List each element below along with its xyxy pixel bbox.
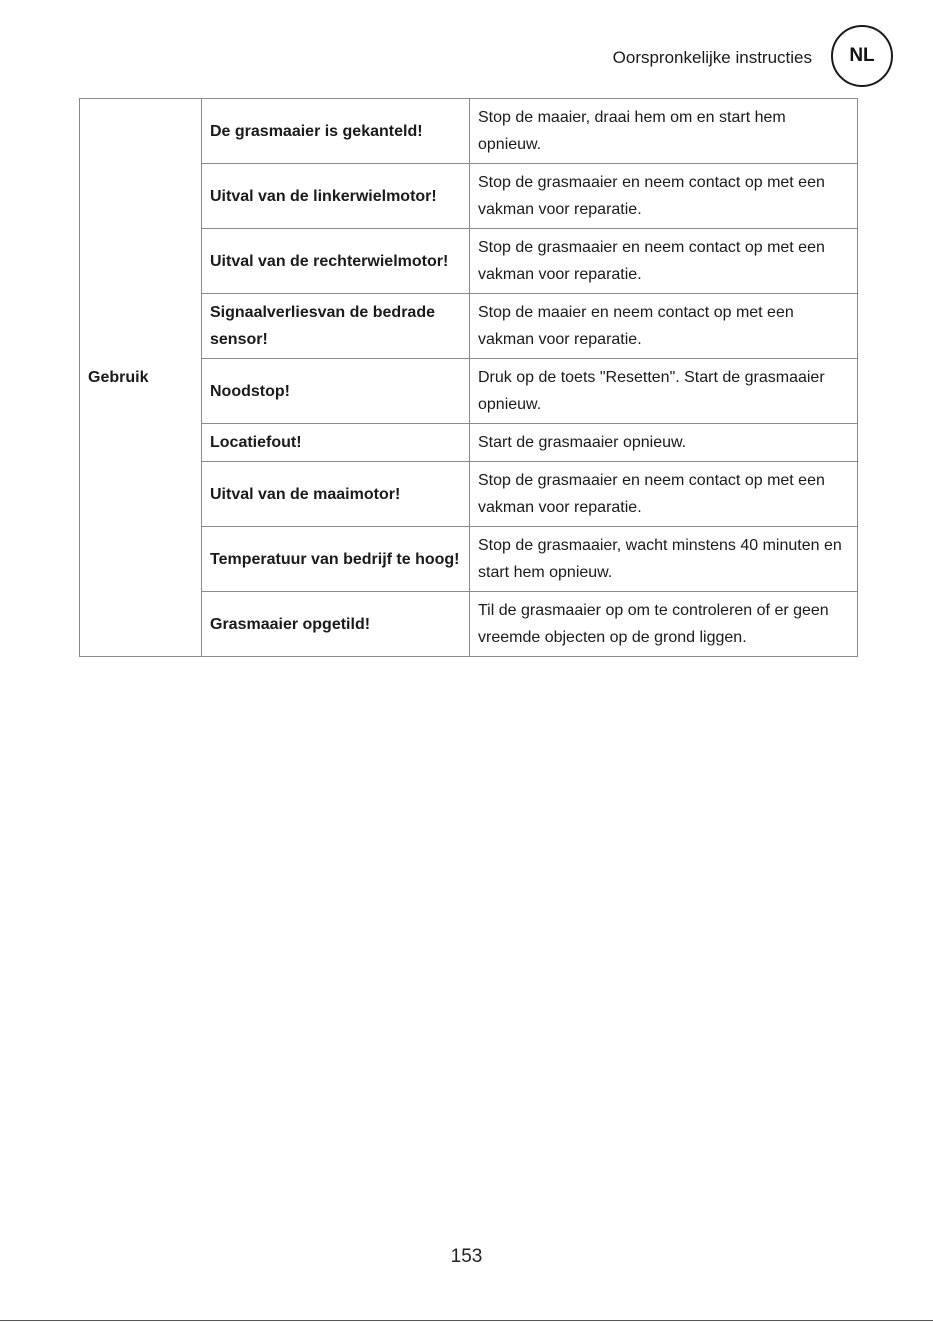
problem-cell: Uitval van de linkerwielmotor! bbox=[202, 164, 470, 229]
problem-cell: De grasmaaier is gekanteld! bbox=[202, 99, 470, 164]
solution-cell: Stop de grasmaaier, wacht minstens 40 minuten en start hem opnieuw. bbox=[470, 527, 858, 592]
solution-cell: Stop de maaier en neem contact op met een vakman voor reparatie. bbox=[470, 294, 858, 359]
solution-cell: Til de grasmaaier op om te controleren of er geen vreemde objecten op de grond liggen. bbox=[470, 592, 858, 657]
problem-cell: Locatiefout! bbox=[202, 424, 470, 462]
document-header-title: Oorspronkelijke instructies bbox=[612, 48, 812, 67]
problem-cell: Temperatuur van bedrijf te hoog! bbox=[202, 527, 470, 592]
problem-cell: Grasmaaier opgetild! bbox=[202, 592, 470, 657]
problem-cell: Signaalverliesvan de bedrade sensor! bbox=[202, 294, 470, 359]
solution-cell: Stop de grasmaaier en neem contact op met een vakman voor reparatie. bbox=[470, 164, 858, 229]
solution-cell: Stop de grasmaaier en neem contact op met een vakman voor reparatie. bbox=[470, 229, 858, 294]
solution-cell: Start de grasmaaier opnieuw. bbox=[470, 424, 858, 462]
bottom-divider bbox=[0, 1320, 933, 1321]
language-badge: NL bbox=[831, 25, 893, 87]
troubleshooting-table bbox=[79, 98, 858, 657]
page-number: 153 bbox=[450, 1246, 483, 1267]
problem-cell: Noodstop! bbox=[202, 359, 470, 424]
solution-cell: Stop de grasmaaier en neem contact op met een vakman voor reparatie. bbox=[470, 462, 858, 527]
problem-cell: Uitval van de maaimotor! bbox=[202, 462, 470, 527]
table-row bbox=[80, 99, 858, 164]
solution-cell: Stop de maaier, draai hem om en start hem opnieuw. bbox=[470, 99, 858, 164]
solution-cell: Druk op de toets "Resetten". Start de grasmaaier opnieuw. bbox=[470, 359, 858, 424]
category-cell: Gebruik bbox=[80, 99, 202, 657]
problem-cell: Uitval van de rechterwielmotor! bbox=[202, 229, 470, 294]
